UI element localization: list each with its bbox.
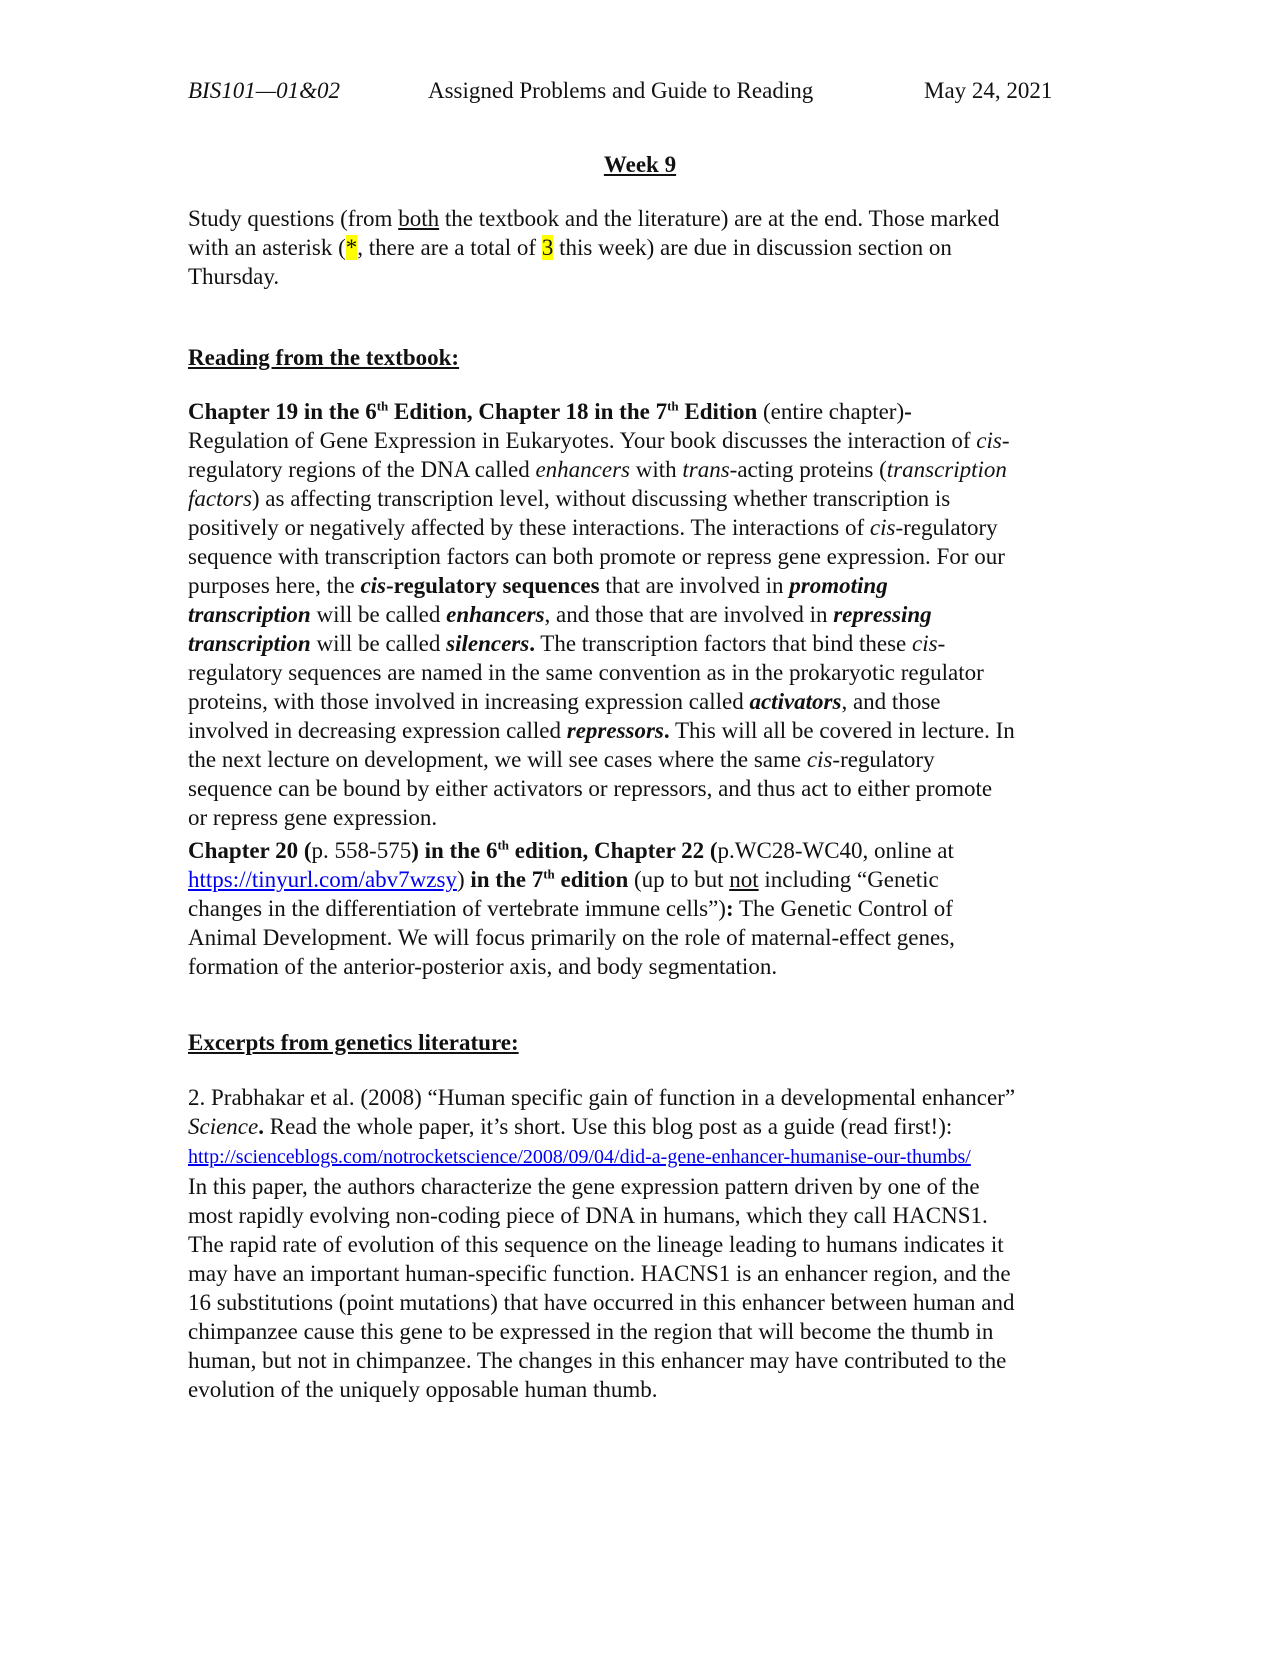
header-course: BIS101—01&02: [188, 78, 341, 103]
header-date: May 24, 2021: [924, 78, 1053, 103]
intro-paragraph: Study questions (from both the textbook and the literature) are at the end. Those marked with an asterisk (*, there are a total of 3 this week) are due in discussion section on Thursday.: [188, 206, 1000, 289]
literature-paragraph: 2. Prabhakar et al. (2008) “Human specific gain of function in a developmental enhancer” Science. Read the whole paper, it’s short. Use this blog post as a guide (read first!): http://scienceblogs.com/notrocketscience/2008/09/04/did-a-gene-enhancer-humanise-our-thumbs/ In this paper, the authors characterize the gene expression pattern driven by one of the most rapidly evolving non-coding piece of DNA in humans, which they call HACNS1. The rapid rate of evolution of this sequence on the lineage leading to humans indicates it may have an important human-specific function. HACNS1 is an enhancer region, and the 16 substitutions (point mutations) that have occurred in this enhancer between human and chimpanzee cause this gene to be expressed in the region that will become the thumb in human, but not in chimpanzee. The changes in this enhancer may have contributed to the evolution of the uniquely opposable human thumb.: [188, 1085, 1016, 1402]
count-highlight: 3: [541, 235, 554, 260]
chapter19-paragraph: Chapter 19 in the 6th Edition, Chapter 18 in the 7th Edition (entire chapter)- Regulation of Gene Expression in Eukaryotes. Your book discusses the interaction of cis- regulatory regions of the DNA called enhancers with trans-acting proteins (transcription factors) as affecting transcription level, without discussing whether transcription is positively or negatively affected by these interactions. The interactions of cis-regulatory sequence with transcription factors can both promote or repress gene expression. For our purposes here, the cis-regulatory sequences that are involved in promoting transcription will be called enhancers, and those that are involved in repressing transcription will be called silencers. The transcription factors that bind these cis- regulatory sequences are named in the same convention as in the prokaryotic regulator proteins, with those involved in increasing expression called activators, and those involved in decreasing expression called repressors. This will all be covered in lecture. In the next lecture on development, we will see cases where the same cis-regulatory sequence can be bound by either activators or repressors, and thus act to either promote or repress gene expression.: [188, 398, 1015, 830]
tinyurl-link[interactable]: https://tinyurl.com/abv7wzsy: [188, 867, 457, 892]
scienceblogs-link[interactable]: http://scienceblogs.com/notrocketscience/2008/09/04/did-a-gene-enhancer-humanise-our-thumbs/: [188, 1146, 971, 1168]
week-title: Week 9: [603, 152, 677, 177]
chapter20-paragraph: Chapter 20 (p. 558-575) in the 6th edition, Chapter 22 (p.WC28-WC40, online at https://tinyurl.com/abv7wzsy) in the 7th edition (up to but not including “Genetic changes in the differentiation of vertebrate immune cells”): The Genetic Control of Animal Development. We will focus primarily on the role of maternal-effect genes, formation of the anterior-posterior axis, and body segmentation.: [188, 837, 955, 979]
reading-heading: Reading from the textbook:: [188, 345, 460, 370]
asterisk-highlight: *: [345, 235, 358, 260]
header-title: Assigned Problems and Guide to Reading: [428, 78, 814, 103]
literature-heading: Excerpts from genetics literature:: [188, 1030, 519, 1055]
